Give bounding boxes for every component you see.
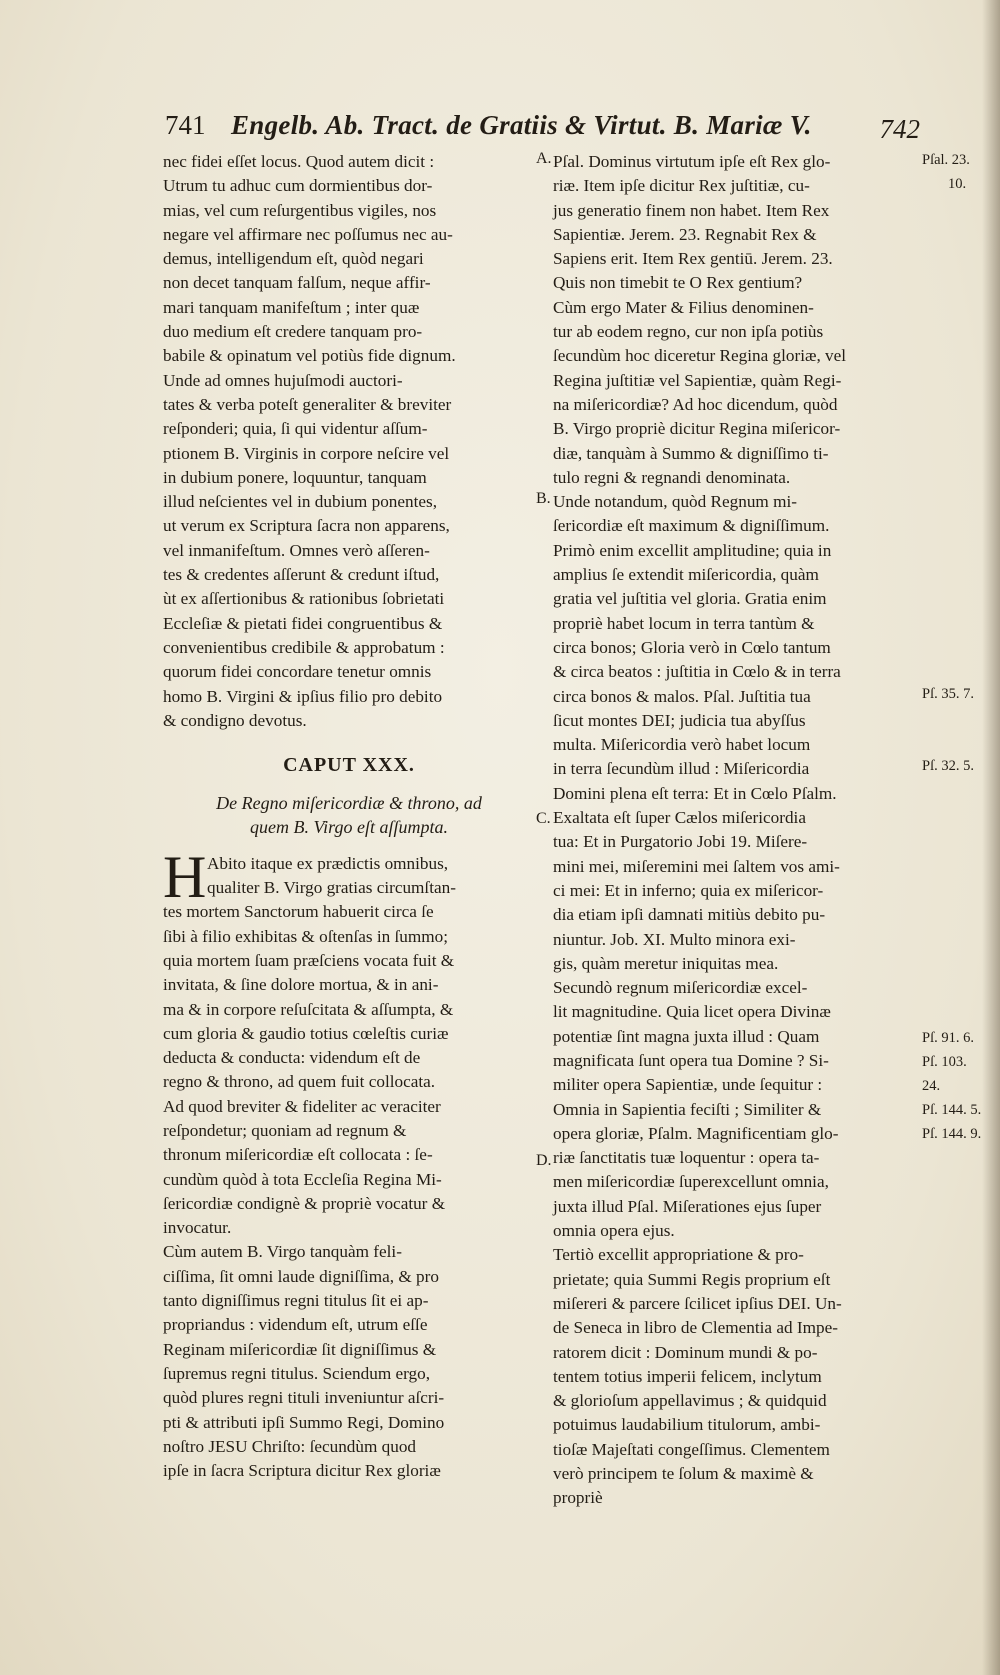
text-line: juxta illud Pſal. Miſerationes ejus ſuper (553, 1196, 822, 1216)
text-line: circa bonos; Gloria verò in Cœlo tantum (553, 637, 831, 657)
text-line: & condigno devotus. (163, 710, 307, 730)
text-line: Cùm autem B. Virgo tanquàm feli- (163, 1242, 402, 1262)
text-line: convenientibus credibile & approbatum : (163, 637, 445, 657)
text-line: propriè habet locum in terra tantùm & (553, 613, 815, 633)
text-line: ut verum ex Scriptura ſacra non apparens, (163, 516, 450, 536)
text-line: Pſal. Dominus virtutum ipſe eſt Rex glo- (553, 152, 831, 171)
text-line: ſupremus regni titulus. Sciendum ergo, (163, 1363, 431, 1383)
text-line: dia etiam ipſi damnati mitiùs debito pu- (553, 905, 826, 925)
text-line: Unde notandum, quòd Regnum mi- (553, 492, 797, 512)
text-line: Abito itaque ex prædictis omnibus, (207, 853, 449, 873)
text-line: niuntur. Job. XI. Multo minora exi- (553, 929, 796, 949)
text-line: magnificata ſunt opera tua Domine ? Si- (553, 1050, 829, 1070)
text-line: ipſe in ſacra Scriptura dicitur Rex gloriæ (163, 1461, 441, 1481)
text-line: tes & credentes aſſerunt & credunt iſtud, (163, 565, 440, 585)
text-line: ſecundùm hoc diceretur Regina gloriæ, vel (553, 346, 847, 366)
chapter-heading: CAPUT XXX. (283, 754, 415, 777)
margin-note-9: Pſ. 144. 9. (922, 1126, 982, 1142)
text-line: lit magnitudine. Quia licet opera Divinæ (553, 1002, 831, 1022)
running-header (165, 108, 920, 148)
text-line: ciſſima, ſit omni laude digniſſima, & pro (163, 1266, 439, 1286)
text-line: tua: Et in Purgatorio Jobi 19. Miſere- (553, 832, 808, 852)
text-line: quòd plures regni tituli inveniuntur aſcri- (163, 1388, 445, 1408)
text-line: pti & attributi ipſi Summo Regi, Domino (163, 1412, 445, 1432)
text-line: non decet tanquam falſum, neque affir- (163, 273, 431, 293)
margin-note-2: 10. (948, 176, 967, 192)
text-line: & circa beatos : juſtitia in Cœlo & in terra (553, 662, 841, 682)
margin-note-3: Pſ. 35. 7. (922, 686, 974, 702)
text-line: opera gloriæ, Pſalm. Magnificentiam glo- (553, 1123, 839, 1143)
text-line: riæ ſanctitatis tuæ loquentur : opera ta- (553, 1148, 820, 1168)
text-line: ptionem B. Virginis in corpore neſcire vel (163, 443, 450, 463)
text-line: diæ, tanquàm à Summo & digniſſimo ti- (553, 443, 829, 463)
drop-cap-letter: H (163, 844, 207, 910)
chapter-subtitle: De Regno miſericordiæ & throno, ad (216, 793, 482, 814)
text-line: invocatur. (163, 1218, 232, 1238)
text-line: tulo regni & regnandi denominata. (553, 467, 791, 487)
text-line: ci mei: Et in inferno; quia ex miſericor- (553, 880, 824, 900)
text-line: Sapiens erit. Item Rex gentiū. Jerem. 23. (553, 249, 833, 269)
center-letter-b: B. (536, 490, 551, 507)
text-line: reſponderi; quia, ſi qui videntur aſſum- (163, 419, 428, 439)
text-line: Cùm ergo Mater & Filius denominen- (553, 297, 814, 317)
text-line: Primò enim excellit amplitudine; quia in (553, 540, 832, 560)
text-line: Unde ad omnes hujuſmodi auctori- (163, 370, 403, 390)
margin-note-6: Pſ. 103. (922, 1054, 967, 1070)
header-title: Engelb. Ab. Tract. de Gratiis & Virtut. B. Mariæ V. (231, 110, 812, 140)
text-line: Sapientiæ. Jerem. 23. Regnabit Rex & (553, 224, 817, 244)
text-line: vel inmanifeſtum. Omnes verò aſſeren- (163, 540, 430, 560)
text-line: ma & in corpore reſuſcitata & aſſumpta, & (163, 999, 454, 1019)
text-line: demus, intelligendum eſt, quòd negari (163, 249, 424, 269)
text-line: tanto digniſſimus regni titulus ſit ei ap- (163, 1291, 429, 1311)
text-line: Eccleſiæ & pietati fidei congruentibus & (163, 613, 443, 633)
text-line: tioſæ Majeſtati congeſſimus. Clementem (553, 1439, 830, 1459)
text-line: multa. Miſericordia verò habet locum (553, 735, 811, 755)
page-number-right: 742 (879, 114, 920, 144)
text-line: in dubium ponere, loquuntur, tanquam (163, 467, 427, 487)
text-line: quorum fidei concordare tenetur omnis (163, 662, 432, 682)
text-line: prietate; quia Summi Regis proprium eſt (553, 1269, 831, 1289)
text-line: Exaltata eſt ſuper Cælos miſericordia (553, 808, 806, 828)
margin-note-7: 24. (922, 1078, 941, 1094)
text-line: jus generatio finem non habet. Item Rex (553, 200, 830, 220)
text-line: tates & verba poteſt generaliter & breviter (163, 394, 452, 414)
text-line: propriè (553, 1488, 603, 1508)
text-line: Secundò regnum miſericordiæ excel- (553, 978, 808, 998)
text-line: Domini plena eſt terra: Et in Cœlo Pſalm. (553, 783, 837, 803)
center-letter-d: D. (536, 1152, 552, 1169)
text-line: ſibi à filio exhibitas & oſtenſas in ſummo; (163, 926, 448, 946)
text-line: & glorioſum appellavimus ; & quidquid (553, 1391, 827, 1411)
chapter-subtitle: quem B. Virgo eſt aſſumpta. (250, 817, 448, 838)
text-line: ſericordiæ eſt maximum & digniſſimum. (553, 516, 830, 536)
text-line: qualiter B. Virgo gratias circumſtan- (207, 878, 456, 898)
text-line: Omnia in Sapientia feciſti ; Similiter & (553, 1099, 822, 1119)
text-line: Utrum tu adhuc cum dormientibus dor- (163, 176, 433, 196)
text-line: ſicut montes DEI; judicia tua abyſſus (553, 710, 806, 730)
text-line: B. Virgo propriè dicitur Regina miſericor- (553, 419, 841, 439)
text-line: nec fidei eſſet locus. Quod autem dicit : (163, 152, 435, 171)
margin-note-5: Pſ. 91. 6. (922, 1030, 974, 1046)
text-line: ratorem dicit : Dominum mundi & po- (553, 1342, 818, 1362)
text-line: duo medium eſt credere tanquam pro- (163, 322, 423, 342)
spacer (163, 840, 535, 852)
text-line: de Seneca in libro de Clementia ad Impe- (553, 1318, 838, 1338)
text-line: miſereri & parcere ſcilicet ipſius DEI. Un- (553, 1293, 842, 1313)
text-line: Reginam miſericordiæ ſit digniſſimus & (163, 1339, 437, 1359)
text-line: tentem totius imperii felicem, inclytum (553, 1366, 822, 1386)
text-line: riæ. Item ipſe dicitur Rex juſtitiæ, cu- (553, 176, 810, 196)
text-line: tes mortem Sanctorum habuerit circa ſe (163, 902, 434, 922)
text-line: babile & opinatum vel potiùs fide dignum. (163, 346, 456, 366)
text-line: na miſericordiæ? Ad hoc dicendum, quòd (553, 394, 838, 414)
text-line: militer opera Sapientiæ, unde ſequitur : (553, 1075, 823, 1095)
text-line: potentiæ ſint magna juxta illud : Quam (553, 1026, 820, 1046)
text-line: ùt ex aſſertionibus & rationibus ſobrietati (163, 589, 445, 609)
text-line: potuimus laudabilium titulorum, ambi- (553, 1415, 821, 1435)
page-spine-shadow (982, 0, 1000, 1675)
text-line: Regina juſtitiæ vel Sapientiæ, quàm Regi- (553, 370, 842, 390)
text-line: amplius ſe extendit miſericordia, quàm (553, 565, 819, 585)
text-line: verò principem te ſolum & maximè & (553, 1464, 814, 1484)
text-line: gis, quàm meretur iniquitas mea. (553, 953, 779, 973)
center-letter-a: A. (536, 150, 552, 167)
margin-note-1: Pſal. 23. (922, 152, 970, 168)
text-line: omnia opera ejus. (553, 1221, 675, 1241)
text-line: circa bonos & malos. Pſal. Juſtitia tua (553, 686, 811, 706)
text-line: mini mei, miſeremini mei ſaltem vos ami- (553, 856, 840, 876)
margin-note-4: Pſ. 32. 5. (922, 758, 974, 774)
text-line: Quis non timebit te O Rex gentium? (553, 273, 803, 293)
text-line: mari tanquam manifeſtum ; inter quæ (163, 297, 420, 317)
text-line: cundùm quòd à tota Eccleſia Regina Mi- (163, 1169, 442, 1189)
text-line: cum gloria & gaudio totius cœleſtis curiæ (163, 1023, 449, 1043)
text-line: noſtro JESU Chriſto: ſecundùm quod (163, 1436, 417, 1456)
right-column (553, 150, 920, 1511)
center-letter-c: C. (536, 810, 551, 827)
text-line: thronum miſericordiæ eſt collocata : ſe- (163, 1145, 433, 1165)
text-line: mias, vel cum reſurgentibus vigiles, nos (163, 200, 437, 220)
page-number-left: 741 (165, 110, 206, 140)
text-line: reſpondetur; quoniam ad regnum & (163, 1120, 407, 1140)
text-line: homo B. Virgini & ipſius filio pro debito (163, 686, 443, 706)
text-line: illud neſcientes vel in dubium ponentes, (163, 492, 437, 512)
left-column (163, 150, 535, 1483)
text-line: propriandus : videndum eſt, utrum eſſe (163, 1315, 428, 1335)
text-line: Ad quod breviter & fideliter ac veraciter (163, 1096, 441, 1116)
text-line: Tertiò excellit appropriatione & pro- (553, 1245, 804, 1265)
text-line: in terra ſecundùm illud : Miſericordia (553, 759, 810, 779)
text-line: quia mortem ſuam præſciens vocata fuit & (163, 950, 455, 970)
text-line: invitata, & ſine dolore mortua, & in ani- (163, 975, 439, 995)
text-line: tur ab eodem regno, cur non ipſa potiùs (553, 322, 824, 342)
text-line: men miſericordiæ ſuperexcellunt omnia, (553, 1172, 829, 1192)
margin-note-8: Pſ. 144. 5. (922, 1102, 982, 1118)
text-line: regno & throno, ad quem fuit collocata. (163, 1072, 436, 1092)
text-line: gratia vel juſtitia vel gloria. Gratia enim (553, 589, 827, 609)
text-line: deducta & conducta: videndum eſt de (163, 1048, 421, 1068)
text-line: ſericordiæ condignè & propriè vocatur & (163, 1193, 446, 1213)
text-line: negare vel affirmare nec poſſumus nec au- (163, 224, 453, 244)
